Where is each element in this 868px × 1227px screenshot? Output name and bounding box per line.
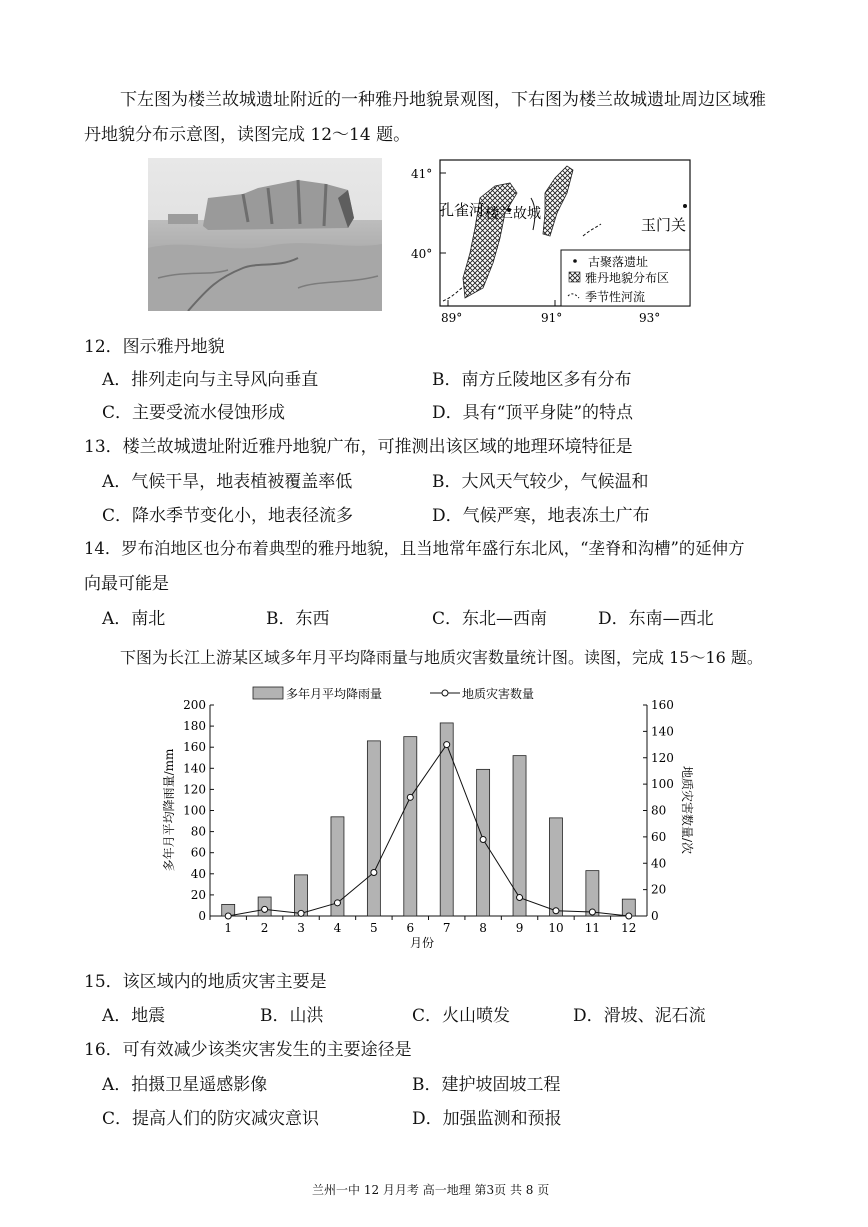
q16-option-d: D．加强监测和预报 [412, 1109, 562, 1129]
disaster-point [626, 913, 632, 919]
q13-option-a: A．气候干旱，地表植被覆盖率低 [102, 472, 353, 492]
disaster-point [589, 909, 595, 915]
disaster-line [228, 745, 629, 916]
disaster-point [553, 908, 559, 914]
left-tick-label: 80 [190, 824, 206, 839]
legend-yardang-label: 雅丹地貌分布区 [585, 271, 670, 285]
right-tick-label: 80 [651, 803, 667, 818]
q14-option-c: C．东北—西南 [432, 609, 548, 629]
rainfall-bar [367, 741, 380, 916]
right-tick-label: 20 [651, 882, 667, 897]
question-15-stem: 15．该区域内的地质灾害主要是 [84, 972, 327, 992]
q15-option-a: A．地震 [102, 1006, 166, 1026]
right-tick-label: 160 [651, 698, 674, 712]
disaster-point [444, 742, 450, 748]
left-tick-label: 60 [190, 845, 206, 860]
legend-site-icon [573, 259, 577, 263]
x-tick-label: 11 [584, 921, 601, 935]
legend-site-label: 古聚落遗址 [588, 255, 649, 269]
rainfall-disaster-chart [155, 680, 695, 955]
q15-option-c: C．火山喷发 [412, 1006, 511, 1026]
x-tick-label: 7 [442, 921, 451, 935]
lat-label-41: 41° [411, 167, 433, 181]
rainfall-bar [513, 756, 526, 916]
loulan-label: 楼兰故城 [485, 206, 541, 222]
lon-label-89: 89° [441, 311, 463, 325]
intro-line-1: 下左图为楼兰故城遗址附近的一种雅丹地貌景观图，下右图为楼兰故城遗址周边区域雅 [120, 90, 766, 110]
q13-option-d: D．气候严寒，地表冻土广布 [432, 506, 650, 526]
q12-option-d: D．具有“顶平身陡”的特点 [432, 403, 634, 423]
legend-bar-label: 多年月平均降雨量 [286, 687, 383, 701]
right-axis-title: 地质灾害数量/次 [680, 765, 694, 855]
right-tick-label: 120 [651, 750, 674, 765]
q14-option-b: B．东西 [266, 609, 330, 629]
legend-line-marker [442, 690, 448, 696]
disaster-point [480, 837, 486, 843]
q12-option-a: A．排列走向与主导风向垂直 [102, 370, 319, 390]
intro-2: 下图为长江上游某区域多年月平均降雨量与地质灾害数量统计图。读图，完成 15～16 题。 [120, 648, 763, 667]
question-14-stem-line2: 向最可能是 [84, 574, 169, 594]
rainfall-bar [295, 875, 308, 916]
q15-option-d: D．滑坡、泥石流 [573, 1006, 706, 1026]
q14-option-d: D．东南—西北 [598, 609, 714, 629]
q16-option-b: B．建护坡固坡工程 [412, 1075, 561, 1095]
kongque-river-label: 孔雀河 [439, 201, 485, 219]
q16-option-a: A．拍摄卫星遥感影像 [102, 1075, 268, 1095]
legend-bar-swatch [253, 687, 283, 699]
disaster-point [371, 869, 377, 875]
q15-option-b: B．山洪 [260, 1006, 324, 1026]
left-tick-label: 100 [183, 803, 206, 818]
left-axis-title: 多年月平均降雨量/mm [162, 748, 176, 872]
right-tick-label: 100 [651, 777, 674, 792]
lat-label-40: 40° [411, 247, 433, 261]
q12-option-c: C．主要受流水侵蚀形成 [102, 403, 286, 423]
left-tick-label: 180 [183, 719, 206, 734]
q13-option-c: C．降水季节变化小，地表径流多 [102, 506, 354, 526]
disaster-point [262, 906, 268, 912]
disaster-point [334, 900, 340, 906]
x-tick-label: 5 [370, 921, 378, 935]
x-tick-label: 1 [224, 921, 233, 935]
disaster-point [225, 913, 231, 919]
right-tick-label: 140 [651, 724, 674, 739]
yumenguan-site-dot [683, 204, 687, 208]
right-tick-label: 40 [651, 856, 667, 871]
legend-line-label: 地质灾害数量 [462, 687, 535, 701]
left-tick-label: 160 [183, 740, 206, 755]
x-axis-title: 月份 [410, 936, 435, 950]
x-tick-label: 9 [515, 921, 524, 935]
q12-option-b: B．南方丘陵地区多有分布 [432, 370, 632, 390]
intro-line-2: 丹地貌分布示意图，读图完成 12～14 题。 [84, 125, 411, 145]
disaster-point [407, 794, 413, 800]
rainfall-bar [549, 818, 562, 916]
left-tick-label: 120 [183, 782, 206, 797]
left-tick-label: 200 [183, 698, 206, 712]
left-tick-label: 40 [190, 866, 206, 881]
x-tick-label: 6 [406, 921, 415, 935]
rainfall-bar [404, 737, 417, 916]
q16-option-c: C．提高人们的防灾减灾意识 [102, 1109, 320, 1129]
left-tick-label: 0 [198, 909, 206, 923]
x-tick-label: 3 [297, 921, 305, 935]
lon-label-93: 93° [639, 311, 661, 325]
left-tick-label: 20 [190, 887, 206, 902]
right-tick-label: 60 [651, 829, 667, 844]
x-tick-label: 4 [333, 921, 342, 935]
page-footer: 兰州一中 12 月月考 高一地理 第3页 共 8 页 [312, 1183, 550, 1197]
q13-option-b: B．大风天气较少，气候温和 [432, 472, 649, 492]
legend-river-label: 季节性河流 [585, 290, 646, 304]
left-tick-label: 140 [183, 761, 206, 776]
question-12-stem: 12．图示雅丹地貌 [84, 337, 225, 357]
question-14-stem-line1: 14．罗布泊地区也分布着典型的雅丹地貌，且当地常年盛行东北风，“垄脊和沟槽”的延伸方 [84, 539, 745, 558]
yardang-landscape-photo [148, 158, 382, 311]
question-13-stem: 13．楼兰故城遗址附近雅丹地貌广布，可推测出该区域的地理环境特征是 [84, 437, 633, 457]
lon-label-91: 91° [541, 311, 563, 325]
right-tick-label: 0 [651, 909, 659, 923]
q14-option-a: A．南北 [102, 609, 166, 629]
disaster-point [298, 910, 304, 916]
x-tick-label: 2 [260, 921, 269, 935]
x-tick-label: 10 [548, 921, 564, 935]
disaster-point [517, 895, 523, 901]
legend-yardang-icon [569, 272, 580, 282]
question-16-stem: 16．可有效减少该类灾害发生的主要途径是 [84, 1040, 412, 1060]
x-tick-label: 8 [479, 921, 487, 935]
yumenguan-label: 玉门关 [641, 216, 687, 234]
yardang-distribution-map [405, 158, 695, 328]
x-tick-label: 12 [621, 921, 637, 935]
